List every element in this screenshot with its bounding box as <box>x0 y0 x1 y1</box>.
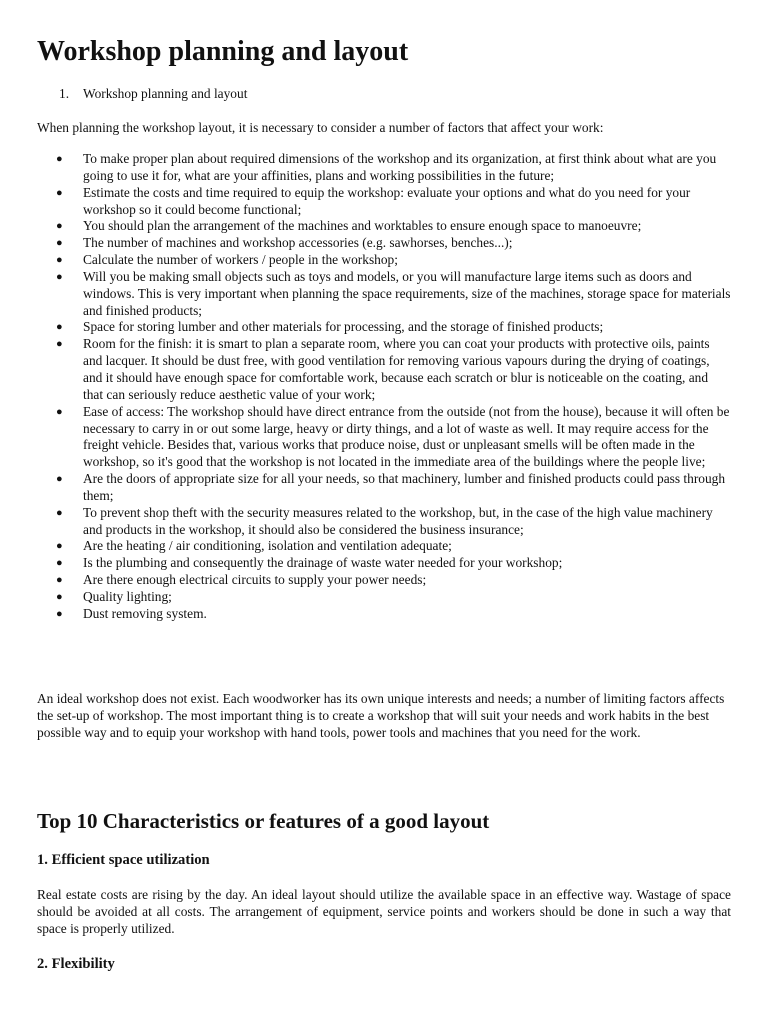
list-item-text: Is the plumbing and consequently the drainage of waste water needed for your workshop; <box>83 555 563 571</box>
subsection-paragraph: Real estate costs are rising by the day. An ideal layout should utilize the available space in an effective way. Wastage of space should be avoided at all costs. The arrangement of equipment, service points and workers should be done in such a way that space is properly utilized. <box>37 887 731 936</box>
list-item-text: Are there enough electrical circuits to supply your power needs; <box>83 572 427 588</box>
list-item <box>37 404 731 471</box>
list-item-text: Quality lighting; <box>83 588 172 604</box>
bullet-icon: ● <box>56 338 63 351</box>
list-item <box>37 589 731 606</box>
list-item-text: Ease of access: The workshop should have direct entrance from the outside (not from the house), because it will often be necessary to carry in or out some large, heavy or dirty things, and a lot of waste as well. It may require access for the freight vehicle. Besides that, various works that produce noise, dust or unpleasant smells will be often made in the workshop, so it's good that the workshop is not located in the immediate area of the buildings where the people live; <box>83 403 730 470</box>
factors-list <box>37 151 731 623</box>
bullet-icon: ● <box>56 405 63 418</box>
bullet-icon: ● <box>56 270 63 283</box>
bullet-icon: ● <box>56 153 63 165</box>
list-item-text: The number of machines and workshop accessories (e.g. sawhorses, benches...); <box>83 235 513 251</box>
bullet-icon: ● <box>56 473 63 486</box>
list-item-text: Space for storing lumber and other materials for processing, and the storage of finished products; <box>83 319 604 335</box>
subsection-heading: 2. Flexibility <box>37 956 115 972</box>
list-item <box>37 572 731 589</box>
list-item <box>37 336 731 403</box>
bullet-icon: ● <box>56 321 63 334</box>
list-item-text: Are the doors of appropriate size for all your needs, so that machinery, lumber and finished products could pass through them; <box>83 471 726 503</box>
list-item-text: Room for the finish: it is smart to plan a separate room, where you can coat your products with protective oils, paints and lacquer. It should be dust free, with good ventilation for removing various vapours during the drying of coatings, and it should have enough space for comfortable work, because each scratch or blur is noticeable on the coating, and that can seriously reduce aesthetic value of your work; <box>83 336 710 402</box>
bullet-icon: ● <box>56 506 63 519</box>
list-item <box>37 218 731 235</box>
list-item-text: Calculate the number of workers / people in the workshop; <box>83 252 398 268</box>
page-title: Workshop planning and layout <box>37 36 409 67</box>
intro-paragraph: When planning the workshop layout, it is necessary to consider a number of factors that affect your work: <box>37 120 604 135</box>
list-item-text: Estimate the costs and time required to equip the workshop: evaluate your options and what do you need for your workshop so it could become functional; <box>83 184 691 217</box>
list-item <box>37 319 731 336</box>
list-item <box>37 505 731 539</box>
list-item <box>37 235 731 252</box>
section-title: Top 10 Characteristics or features of a good layout <box>37 809 490 833</box>
list-item <box>37 185 731 219</box>
bullet-icon: ● <box>56 574 63 587</box>
list-item <box>37 606 731 623</box>
bullet-icon: ● <box>56 237 63 250</box>
bullet-icon: ● <box>56 557 63 570</box>
ordered-list-item <box>59 85 247 102</box>
bullet-icon: ● <box>56 540 63 553</box>
list-item <box>37 538 731 555</box>
bullet-icon: ● <box>56 220 63 233</box>
bullet-icon: ● <box>56 254 63 267</box>
list-item-text: Dust removing system. <box>83 605 207 621</box>
list-number: 1. <box>59 86 70 101</box>
closing-paragraph: An ideal workshop does not exist. Each woodworker has its own unique interests and needs; a number of limiting factors affects the set-up of workshop. The most important thing is to create a workshop that will suit your needs and work habits in the best possible way and to equip your workshop with hand tools, power tools and machines that you need for the work. <box>37 691 725 741</box>
subsection-heading: 1. Efficient space utilization <box>37 852 210 868</box>
list-item-text: To prevent shop theft with the security measures related to the workshop, but, in the case of the high value machinery and products in the workshop, it should also be considered the business insurance; <box>83 504 713 537</box>
list-item <box>37 555 731 572</box>
list-item-text: Will you be making small objects such as toys and models, or you will manufacture large items such as doors and windows. This is very important when planning the space requirements, size of the machines, storage space for materials and finished products; <box>83 268 731 318</box>
list-item-text: Workshop planning and layout <box>83 86 248 101</box>
bullet-icon: ● <box>56 590 63 603</box>
list-item-text: To make proper plan about required dimensions of the workshop and its organization, at first think about what are you going to use it for, what are your affinities, plans and working possibilities in the future; <box>83 151 717 183</box>
bullet-icon: ● <box>56 186 63 199</box>
bullet-icon: ● <box>56 607 63 620</box>
list-item <box>37 151 731 185</box>
list-item <box>37 269 731 320</box>
list-item-text: Are the heating / air conditioning, isolation and ventilation adequate; <box>83 538 452 554</box>
list-item <box>37 471 731 505</box>
list-item-text: You should plan the arrangement of the machines and worktables to ensure enough space to manoeuvre; <box>83 218 642 234</box>
list-item <box>37 252 731 269</box>
